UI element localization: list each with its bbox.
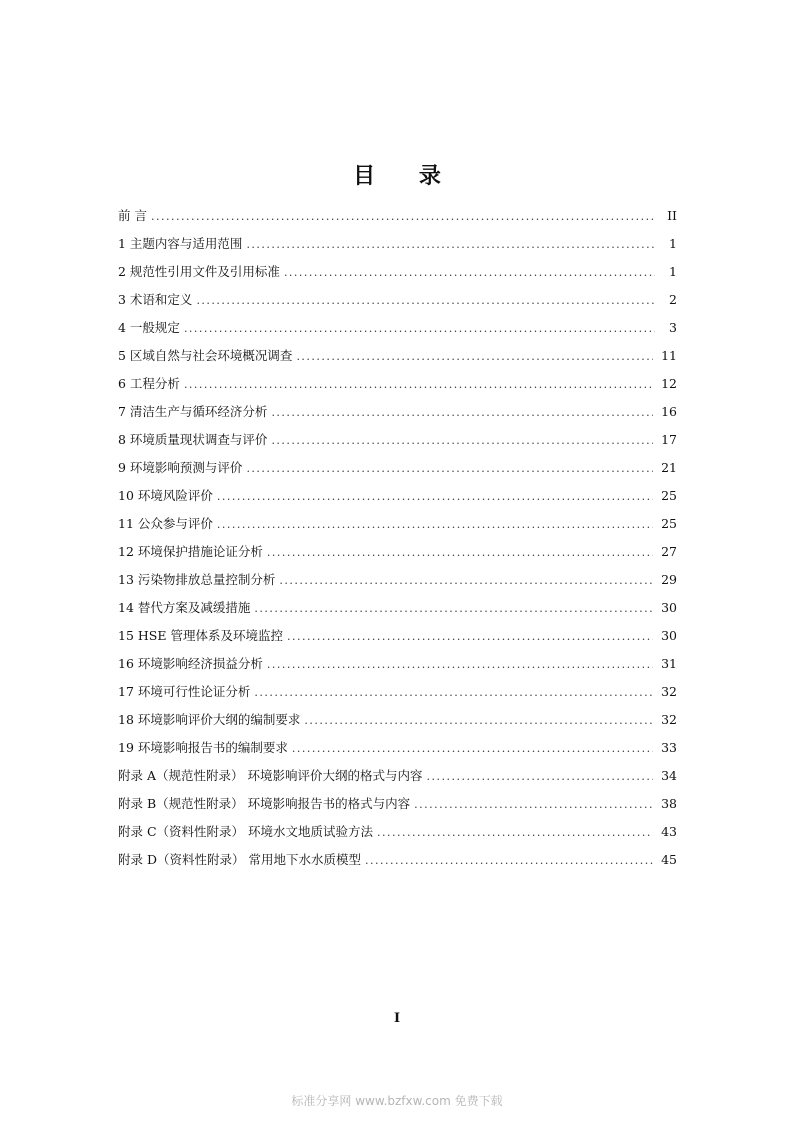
toc-entry-label: 3 术语和定义 xyxy=(118,292,193,307)
toc-dot-leader xyxy=(304,707,653,735)
toc-dot-leader xyxy=(267,539,653,567)
toc-entry-page: II xyxy=(667,208,677,223)
toc-dot-leader xyxy=(184,315,655,343)
toc-entry-label: 4 一般规定 xyxy=(118,320,180,335)
toc-entry-label: 11 公众参与评价 xyxy=(118,516,213,531)
toc-entry-appendix-c[interactable] xyxy=(118,818,677,846)
toc-entry-page: 25 xyxy=(661,516,677,531)
toc-entry-page: 11 xyxy=(661,348,677,363)
toc-entry-page: 1 xyxy=(669,264,677,279)
toc-entry-5[interactable] xyxy=(118,342,677,370)
toc-entry-label: 1 主题内容与适用范围 xyxy=(118,236,243,251)
toc-entry-11[interactable] xyxy=(118,510,677,538)
toc-entry-page: 3 xyxy=(669,320,677,335)
toc-entry-page: 34 xyxy=(661,768,677,783)
toc-entry-foreword[interactable] xyxy=(118,202,677,230)
toc-dot-leader xyxy=(184,371,653,399)
toc-dot-leader xyxy=(271,399,653,427)
toc-entry-page: 30 xyxy=(661,628,677,643)
table-of-contents xyxy=(118,202,677,874)
toc-entry-16[interactable] xyxy=(118,650,677,678)
toc-entry-2[interactable] xyxy=(118,258,677,286)
toc-entry-label: 14 替代方案及减缓措施 xyxy=(118,600,251,615)
toc-entry-15[interactable] xyxy=(118,622,677,650)
toc-entry-label: 19 环境影响报告书的编制要求 xyxy=(118,740,288,755)
toc-entry-3[interactable] xyxy=(118,286,677,314)
toc-entry-page: 21 xyxy=(661,460,677,475)
toc-entry-page: 38 xyxy=(661,796,677,811)
toc-dot-leader xyxy=(271,427,653,455)
toc-entry-page: 31 xyxy=(661,656,677,671)
toc-entry-label: 13 污染物排放总量控制分析 xyxy=(118,572,276,587)
toc-dot-leader xyxy=(284,259,655,287)
toc-entry-page: 45 xyxy=(661,852,677,867)
toc-entry-6[interactable] xyxy=(118,370,677,398)
toc-dot-leader xyxy=(414,791,653,819)
toc-dot-leader xyxy=(267,651,653,679)
toc-entry-label: 15 HSE 管理体系及环境监控 xyxy=(118,628,283,643)
toc-dot-leader xyxy=(254,679,653,707)
toc-entry-9[interactable] xyxy=(118,454,677,482)
toc-entry-label: 前 言 xyxy=(118,208,147,223)
toc-dot-leader xyxy=(246,455,653,483)
toc-dot-leader xyxy=(196,287,655,315)
toc-entry-page: 29 xyxy=(661,572,677,587)
toc-entry-18[interactable] xyxy=(118,706,677,734)
toc-entry-label: 2 规范性引用文件及引用标准 xyxy=(118,264,280,279)
toc-entry-page: 16 xyxy=(661,404,677,419)
toc-dot-leader xyxy=(246,231,655,259)
toc-entry-1[interactable] xyxy=(118,230,677,258)
toc-dot-leader xyxy=(217,483,653,511)
toc-entry-label: 附录 D（资料性附录） 常用地下水水质模型 xyxy=(118,852,361,867)
toc-entry-page: 17 xyxy=(661,432,677,447)
toc-dot-leader xyxy=(254,595,653,623)
toc-entry-17[interactable] xyxy=(118,678,677,706)
toc-dot-leader xyxy=(287,623,653,651)
toc-title: 目 录 xyxy=(353,164,459,189)
toc-entry-label: 18 环境影响评价大纲的编制要求 xyxy=(118,712,301,727)
toc-entry-page: 30 xyxy=(661,600,677,615)
toc-entry-page: 33 xyxy=(661,740,677,755)
toc-entry-label: 5 区域自然与社会环境概况调查 xyxy=(118,348,293,363)
toc-entry-14[interactable] xyxy=(118,594,677,622)
toc-entry-10[interactable] xyxy=(118,482,677,510)
toc-entry-appendix-b[interactable] xyxy=(118,790,677,818)
toc-dot-leader xyxy=(296,343,653,371)
toc-entry-page: 12 xyxy=(661,376,677,391)
toc-entry-label: 12 环境保护措施论证分析 xyxy=(118,544,263,559)
toc-entry-page: 1 xyxy=(669,236,677,251)
toc-entry-7[interactable] xyxy=(118,398,677,426)
toc-entry-page: 32 xyxy=(661,684,677,699)
page-number: I xyxy=(393,1011,401,1026)
toc-entry-page: 43 xyxy=(661,824,677,839)
toc-entry-label: 附录 B（规范性附录） 环境影响报告书的格式与内容 xyxy=(118,796,411,811)
toc-entry-label: 附录 C（资料性附录） 环境水文地质试验方法 xyxy=(118,824,374,839)
toc-entry-label: 8 环境质量现状调查与评价 xyxy=(118,432,268,447)
toc-entry-page: 32 xyxy=(661,712,677,727)
toc-entry-label: 6 工程分析 xyxy=(118,376,180,391)
toc-dot-leader xyxy=(217,511,653,539)
toc-entry-page: 2 xyxy=(669,292,677,307)
toc-dot-leader xyxy=(151,203,655,231)
toc-dot-leader xyxy=(377,819,653,847)
toc-entry-12[interactable] xyxy=(118,538,677,566)
toc-entry-label: 16 环境影响经济损益分析 xyxy=(118,656,263,671)
toc-entry-page: 25 xyxy=(661,488,677,503)
toc-entry-label: 10 环境风险评价 xyxy=(118,488,213,503)
toc-entry-appendix-d[interactable] xyxy=(118,846,677,874)
toc-entry-label: 7 清洁生产与循环经济分析 xyxy=(118,404,268,419)
watermark: 标准分享网 www.bzfxw.com 免费下载 xyxy=(291,1094,503,1108)
toc-entry-13[interactable] xyxy=(118,566,677,594)
toc-dot-leader xyxy=(426,763,653,791)
toc-dot-leader xyxy=(292,735,653,763)
toc-entry-8[interactable] xyxy=(118,426,677,454)
toc-entry-19[interactable] xyxy=(118,734,677,762)
toc-entry-label: 17 环境可行性论证分析 xyxy=(118,684,251,699)
toc-entry-appendix-a[interactable] xyxy=(118,762,677,790)
toc-dot-leader xyxy=(279,567,653,595)
toc-entry-label: 附录 A（规范性附录） 环境影响评价大纲的格式与内容 xyxy=(118,768,423,783)
toc-entry-4[interactable] xyxy=(118,314,677,342)
toc-dot-leader xyxy=(365,847,653,875)
toc-entry-page: 27 xyxy=(661,544,677,559)
toc-entry-label: 9 环境影响预测与评价 xyxy=(118,460,243,475)
